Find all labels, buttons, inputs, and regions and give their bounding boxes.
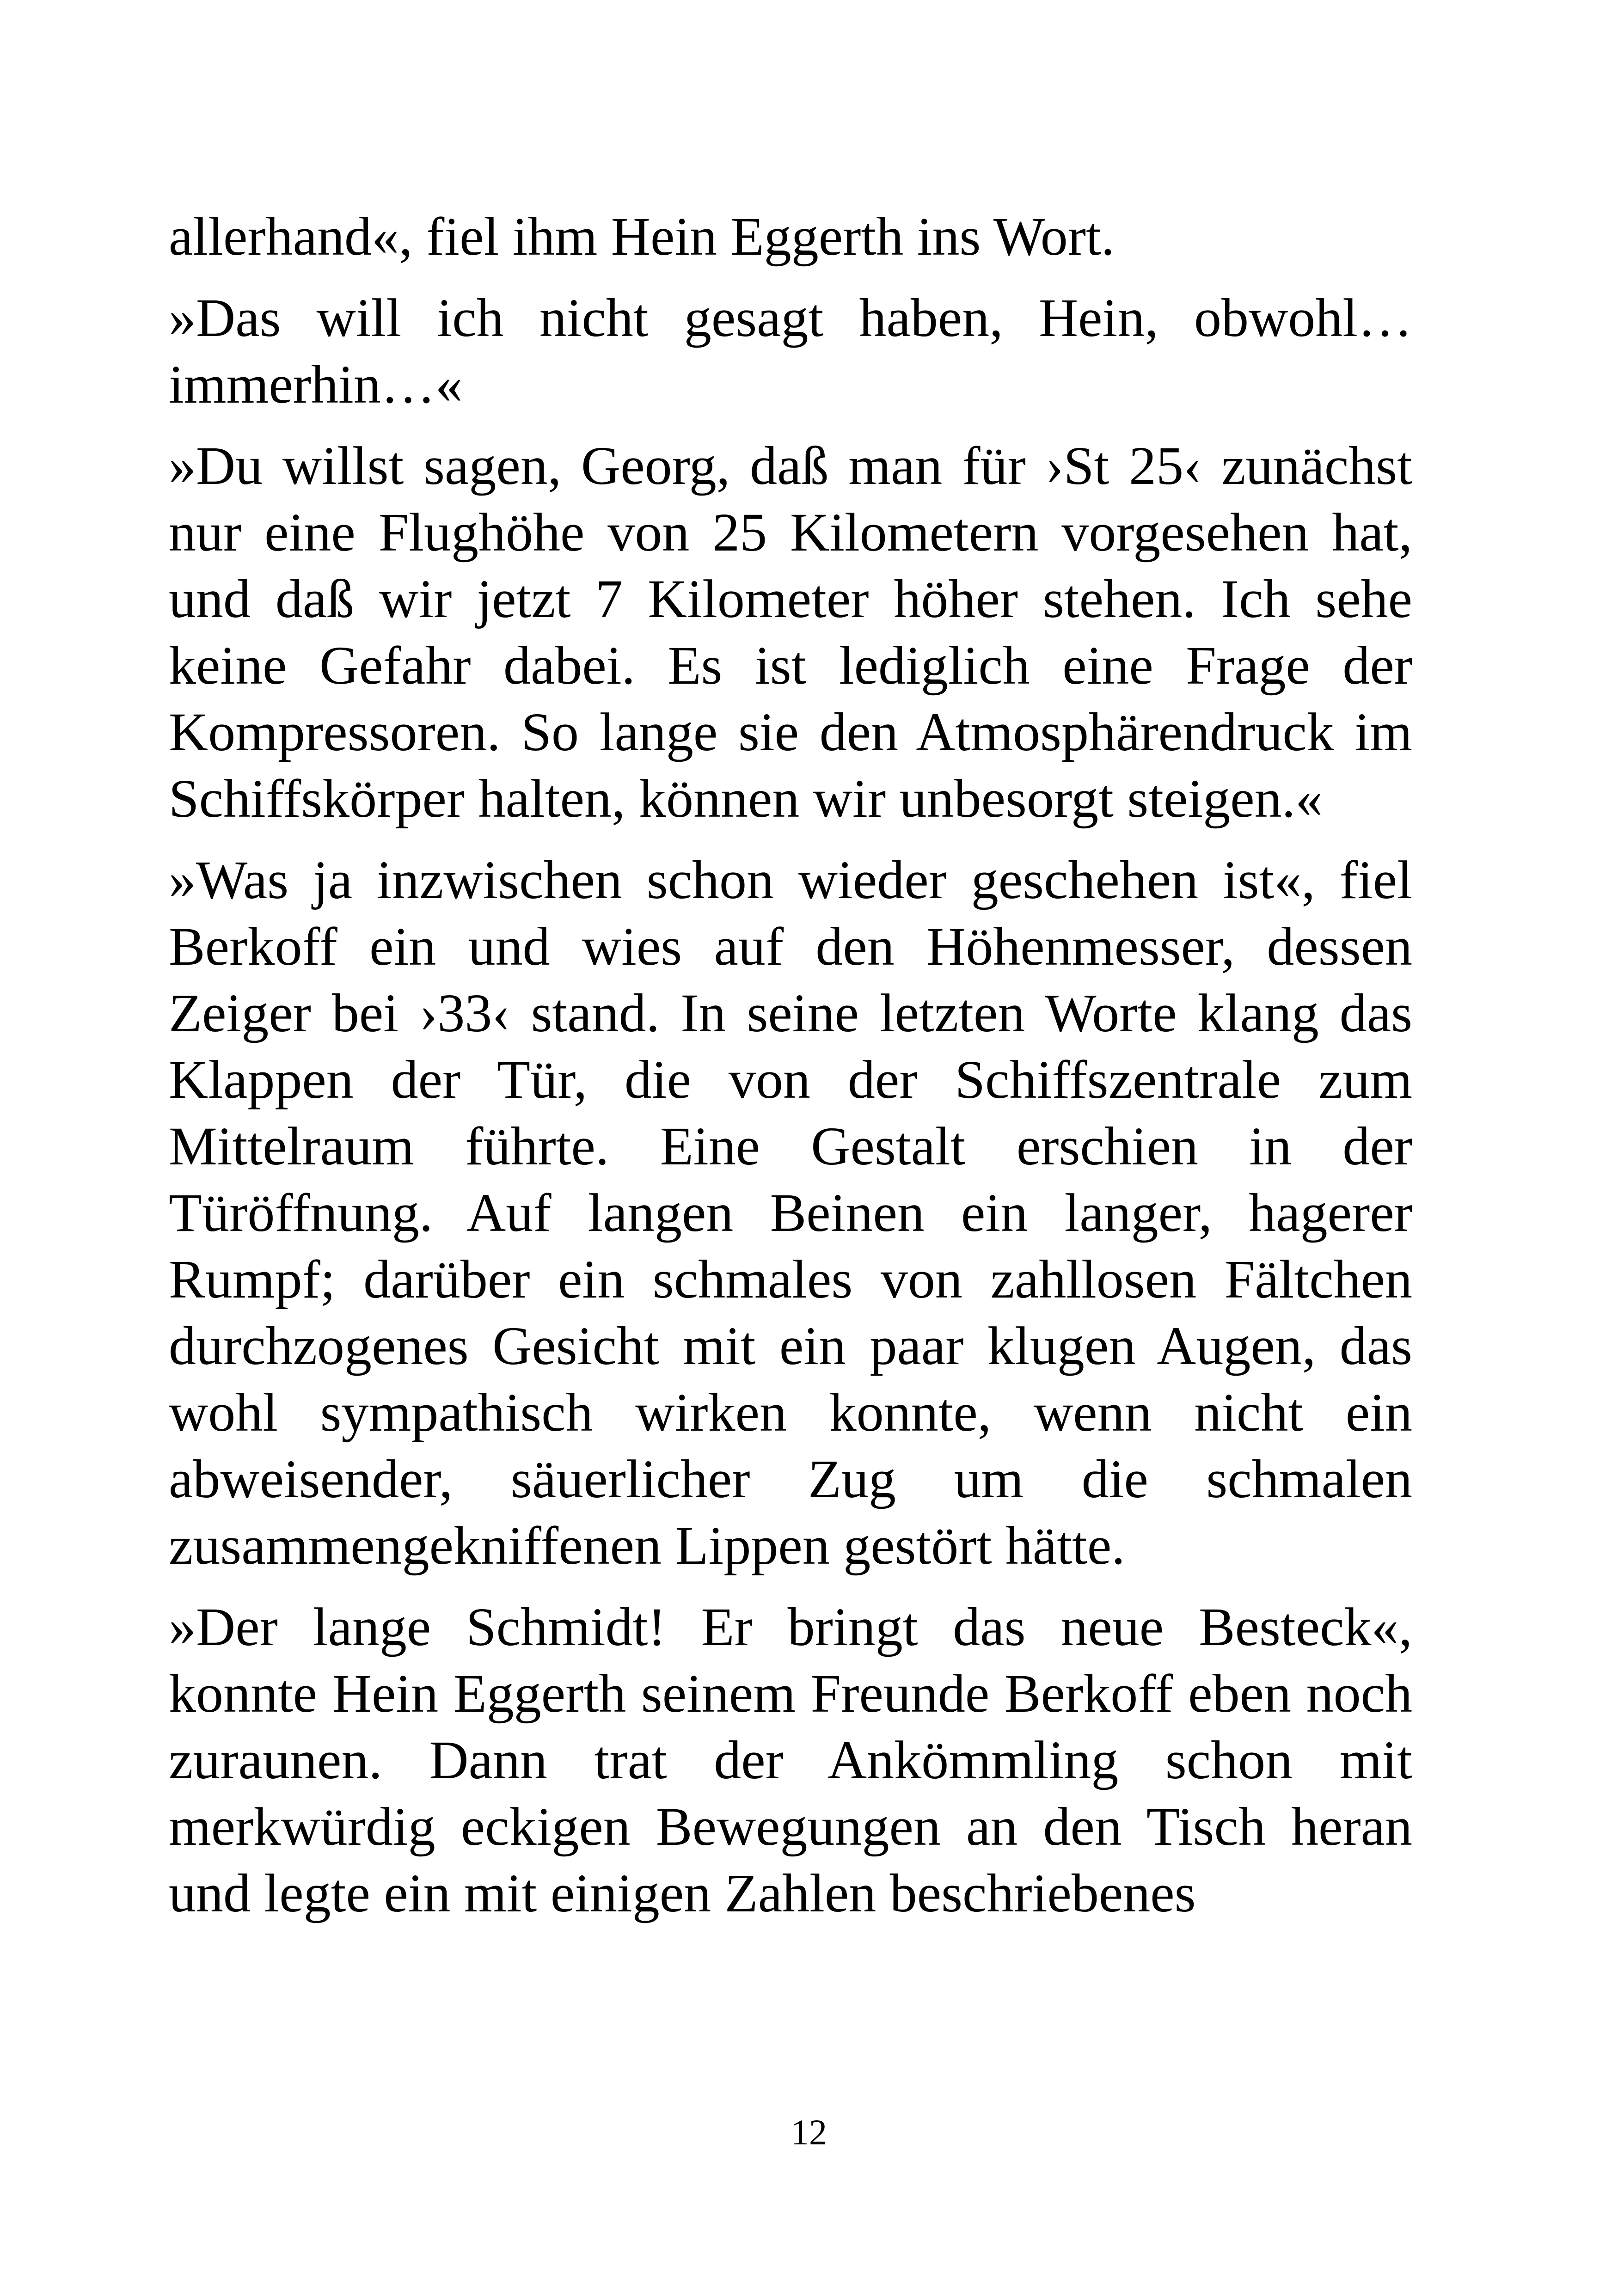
page-number: 12 <box>791 2112 827 2152</box>
paragraph-2: »Das will ich nicht gesagt haben, Hein, obwohl… immerhin…« <box>169 288 1412 415</box>
paragraph-3: »Du willst sagen, Georg, daß man für ›St 25‹ zunächst nur eine Flughöhe von 25 Kilometern vorgesehen hat, und daß wir jetzt 7 Kilometer höher stehen. Ich sehe keine Gefahr dabei. Es ist lediglich eine Frage der Kompressoren. So lange sie den Atmosphärendruck im Schiffskörper halten, können wir unbesorgt steigen.« <box>169 435 1412 829</box>
paragraph-5: »Der lange Schmidt! Er bringt das neue Besteck«, konnte Hein Eggerth seinem Freunde Berkoff eben noch zuraunen. Dann trat der Ankömmling schon mit merkwürdig eckigen Bewegungen an den Tisch heran und legte ein mit einigen Zahlen beschriebenes <box>169 1597 1412 1923</box>
paragraph-4: »Was ja inzwischen schon wieder geschehen ist«, fiel Berkoff ein und wies auf den Höhenmesser, dessen Zeiger bei ›33‹ stand. In seine letzten Worte klang das Klappen der Tür, die von der Schiffszentrale zum Mittelraum führte. Eine Gestalt erschien in der Türöffnung. Auf langen Beinen ein langer, hagerer Rumpf; darüber ein schmales von zahllosen Fältchen durchzogenes Gesicht mit ein paar klugen Augen, das wohl sympathisch wirken konnte, wenn nicht ein abweisender, säuerlicher Zug um die schmalen zusammengekniffenen Lippen gestört hätte. <box>169 850 1412 1576</box>
body-text <box>169 203 1412 1941</box>
paragraph-1: allerhand«, fiel ihm Hein Eggerth ins Wort. <box>169 206 1115 267</box>
